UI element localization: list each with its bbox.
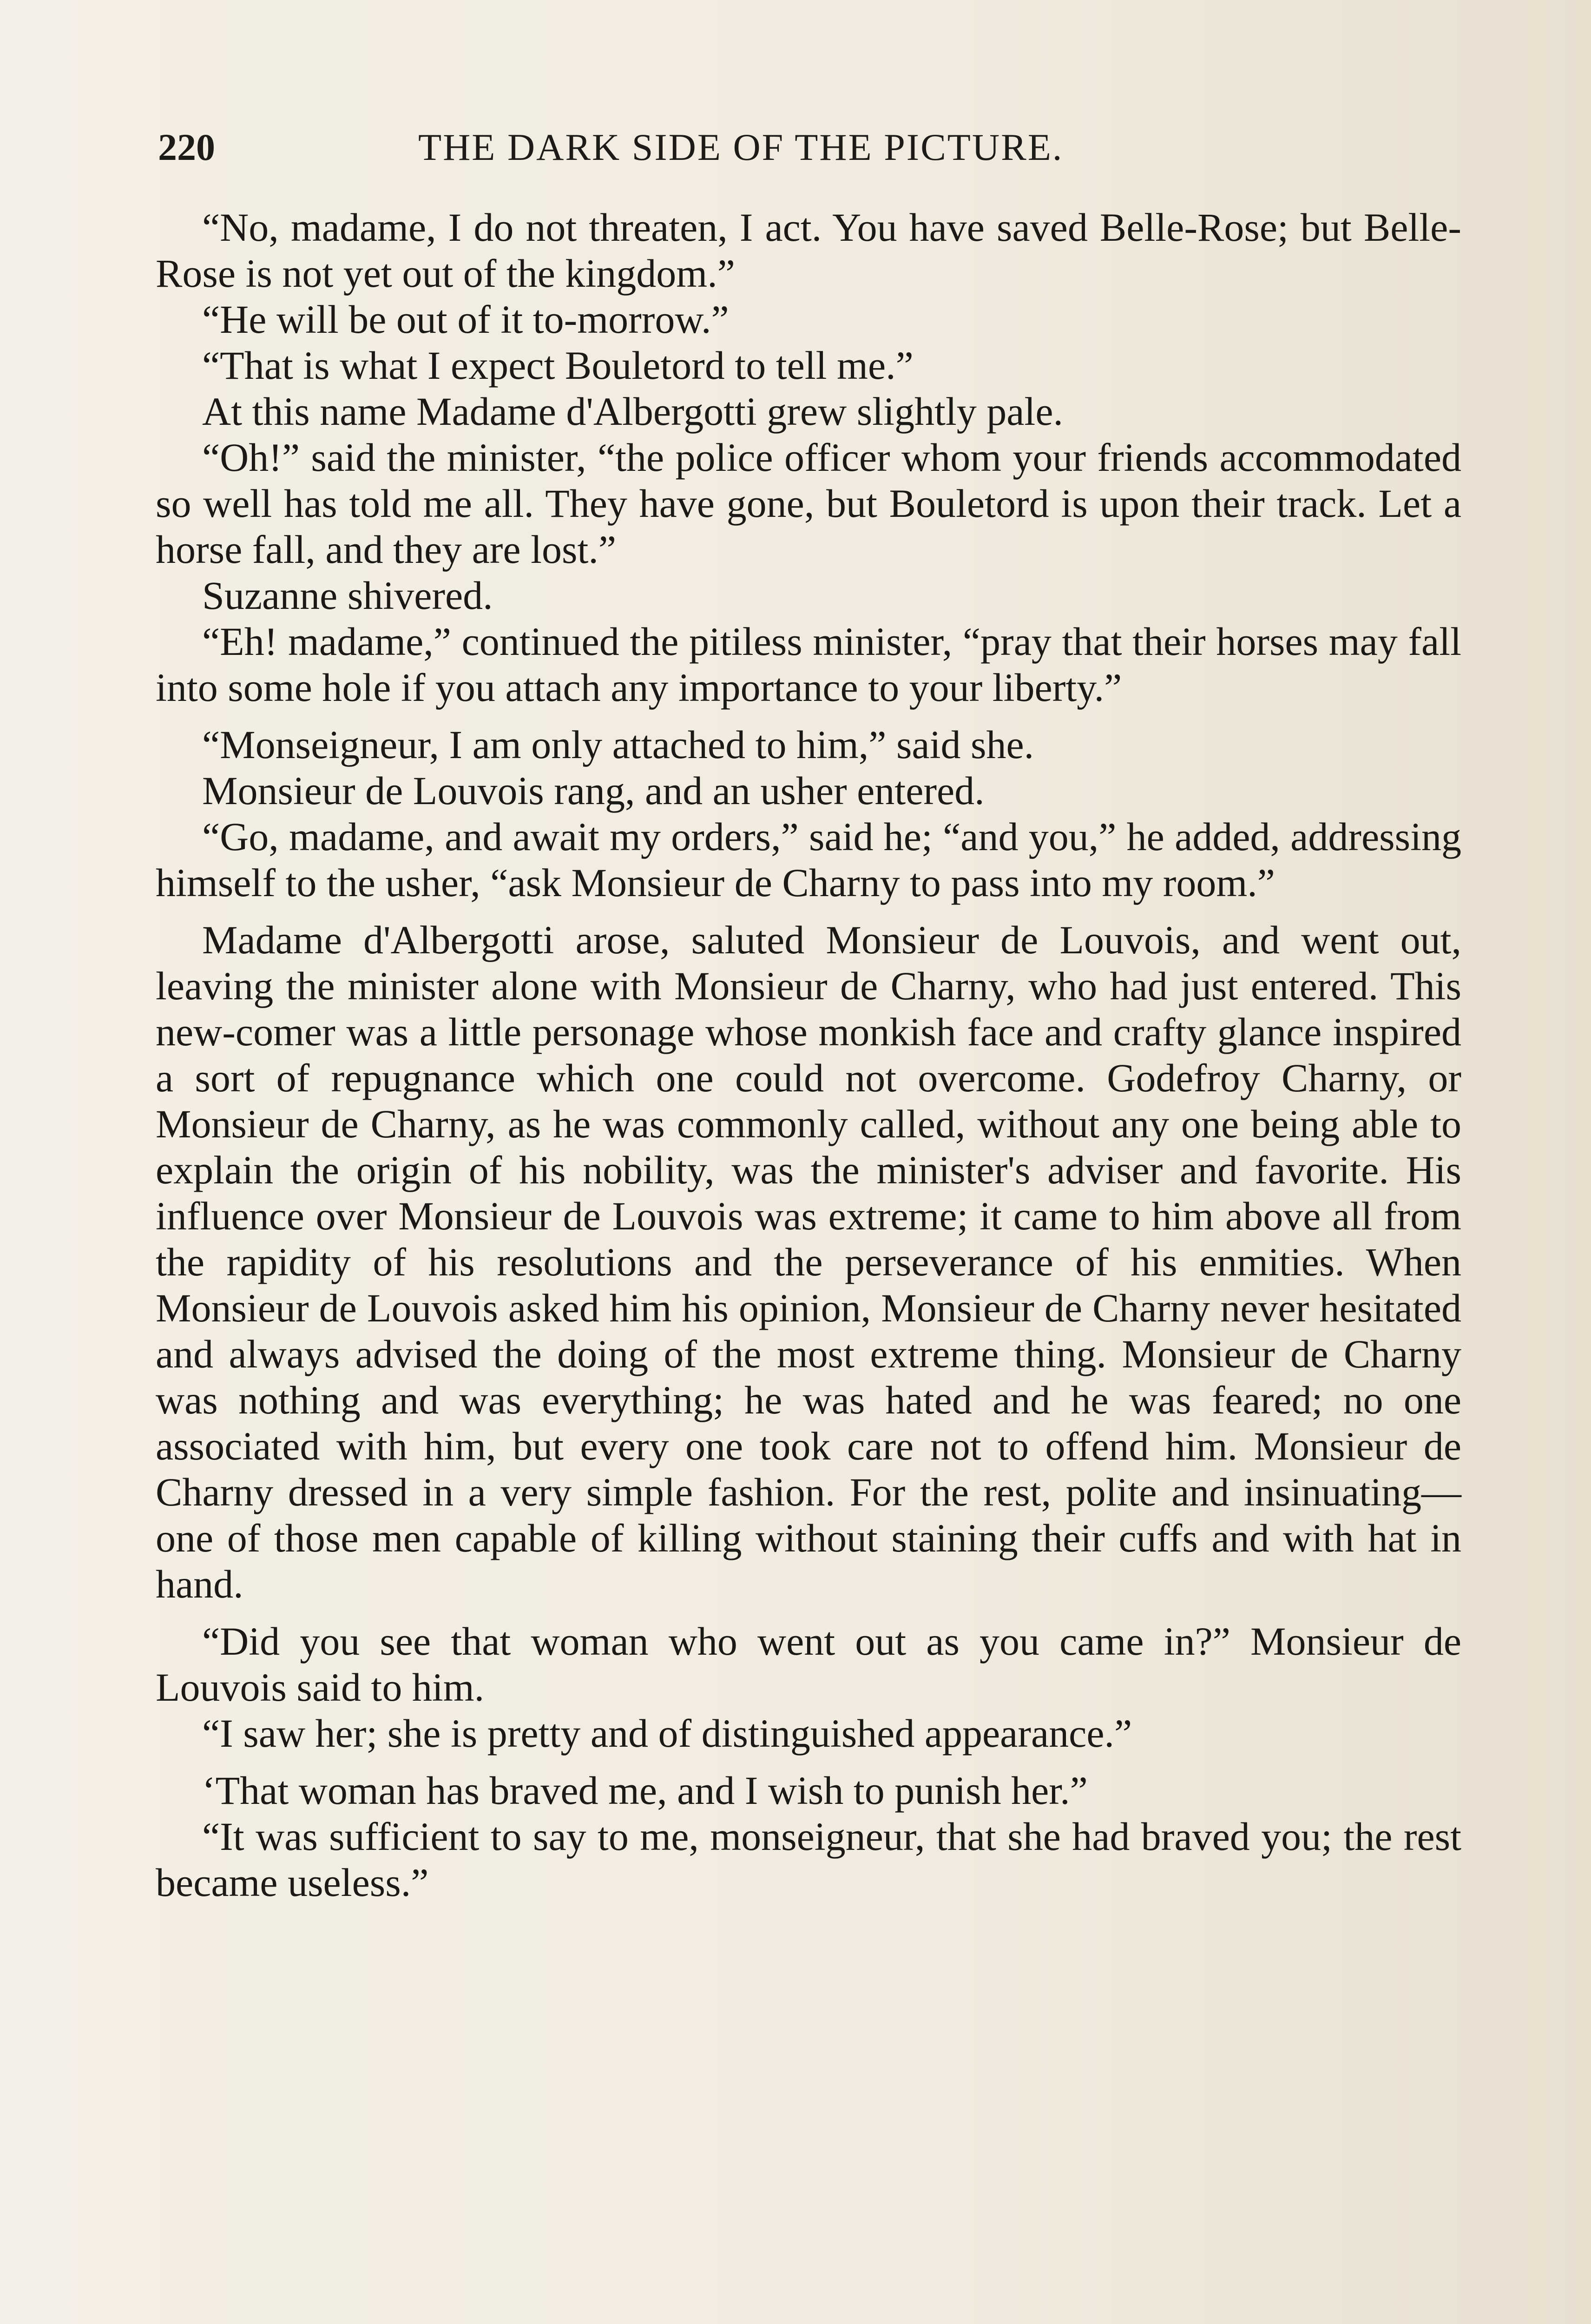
paragraph: “Eh! madame,” continued the pitiless minister, “pray that their horses may fall into some hole if you attach any importance to your liberty.” — [156, 619, 1461, 710]
paragraph: ‘That woman has braved me, and I wish to punish her.” — [202, 1768, 1088, 1813]
page-header — [158, 125, 1450, 181]
page-number: 220 — [158, 126, 215, 168]
paragraph: Suzanne shivered. — [202, 573, 493, 618]
paragraph: “That is what I expect Bouletord to tell me.” — [202, 343, 914, 388]
running-title: THE DARK SIDE OF THE PICTURE. — [418, 126, 1064, 168]
paragraph: At this name Madame d'Albergotti grew slightly pale. — [202, 389, 1063, 434]
paragraph: “Did you see that woman who went out as you came in?” Monsieur de Louvois said to him. — [156, 1619, 1461, 1710]
paragraph: “Oh!” said the minister, “the police officer whom your friends accommodated so well has told me all. They have gone, but Bouletord is upon their track. Let a horse fall, and they are lost.” — [156, 435, 1461, 572]
body-text — [156, 205, 1461, 1906]
paragraph: “Go, madame, and await my orders,” said he; “and you,” he added, addressing himself to the usher, “ask Monsieur de Charny to pass into my room.” — [156, 814, 1461, 905]
paragraph: “He will be out of it to-morrow.” — [202, 297, 729, 342]
paragraph: “No, madame, I do not threaten, I act. You have saved Belle-Rose; but Belle-Rose is not yet out of the kingdom.” — [156, 205, 1461, 296]
paragraph: Madame d'Albergotti arose, saluted Monsieur de Louvois, and went out, leaving the minister alone with Monsieur de Charny, who had just entered. This new-comer was a little personage whose monkish face and crafty glance inspired a sort of repugnance which one could not overcome. Godefroy Charny, or Monsieur de Charny, as he was commonly called, without any one being able to explain the origin of his nobility, was the minister's adviser and favorite. His influence over Monsieur de Louvois was extreme; it came to him above all from the rapidity of his resolutions and the perseverance of his enmities. When Monsieur de Louvois asked him his opinion, Monsieur de Charny never hesitated and always advised the doing of the most extreme thing. Monsieur de Charny was nothing and was everything; he was hated and he was feared; no one associated with him, but every one took care not to offend him. Monsieur de Charny dressed in a very simple fashion. For the rest, polite and insinuating—one of those men capable of killing without staining their cuffs and with hat in hand. — [156, 918, 1461, 1606]
paragraph: Monsieur de Louvois rang, and an usher entered. — [202, 768, 985, 813]
paragraph: “It was sufficient to say to me, monseigneur, that she had braved you; the rest became useless.” — [156, 1814, 1461, 1905]
paragraph: “I saw her; she is pretty and of distinguished appearance.” — [202, 1711, 1132, 1756]
paragraph: “Monseigneur, I am only attached to him,” said she. — [202, 722, 1034, 767]
